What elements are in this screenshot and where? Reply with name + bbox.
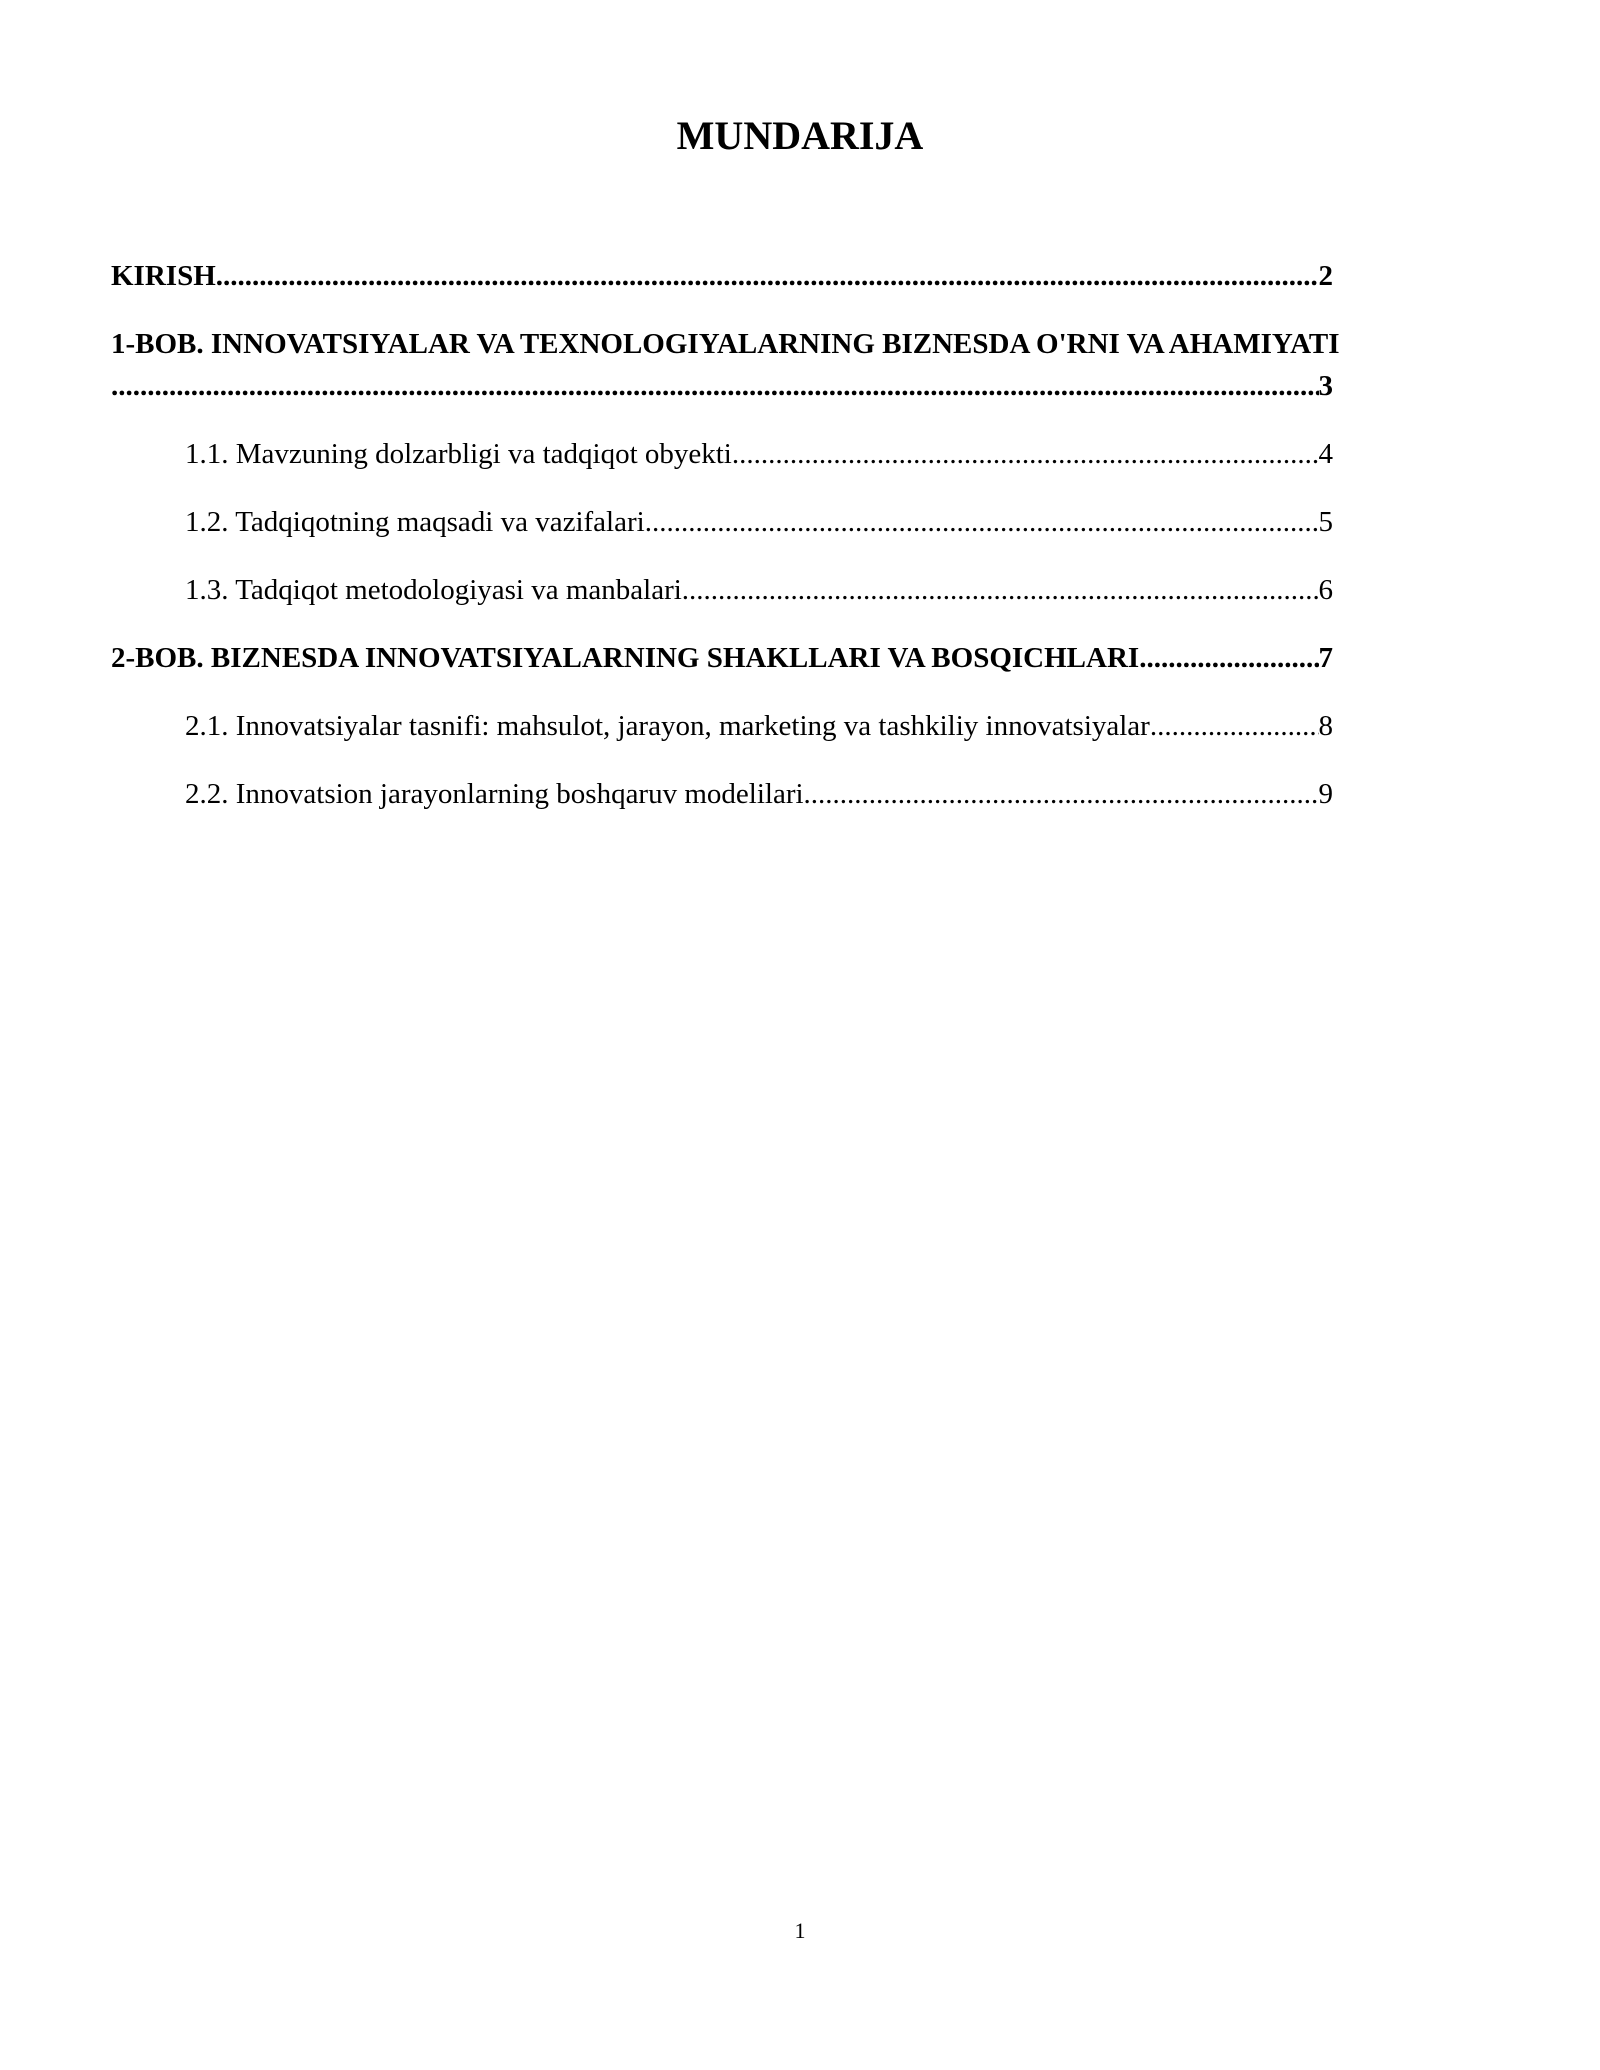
- toc-entry-kirish[interactable]: [111, 255, 1333, 297]
- toc-entry-chapter-2[interactable]: [111, 637, 1333, 679]
- toc-entry-label: 2.1. Innovatsiyalar tasnifi: mahsulot, jarayon, marketing va tashkiliy innovatsiyalar: [185, 710, 1150, 742]
- toc-entry-page: 7: [1318, 642, 1333, 674]
- toc-entry-page: 8: [1318, 710, 1333, 742]
- toc-entry-1-2[interactable]: [111, 501, 1333, 543]
- toc-entry-page: 6: [1318, 574, 1333, 606]
- toc-entry-label: 2-BOB. BIZNESDA INNOVATSIYALARNING SHAKLLARI VA BOSQICHLARI: [111, 642, 1140, 674]
- toc-entry-1-3[interactable]: [111, 569, 1333, 611]
- toc-entry-1-1[interactable]: [111, 433, 1333, 475]
- toc-entry-continuation: [111, 365, 1333, 407]
- page-number: 1: [794, 1918, 806, 1943]
- toc-entry-page: 4: [1318, 438, 1333, 470]
- page-title: MUNDARIJA: [676, 113, 924, 158]
- toc-entry-chapter-1[interactable]: [111, 323, 1340, 407]
- toc-entry-page: 2: [1318, 260, 1333, 292]
- toc-entry-label: KIRISH: [111, 260, 216, 292]
- toc-entry-2-1[interactable]: [111, 705, 1333, 747]
- toc-entry-page: 5: [1318, 506, 1333, 538]
- dot-leader: [111, 365, 1319, 407]
- dot-leader: [645, 501, 1319, 543]
- toc-entry-label: 1-BOB. INNOVATSIYALAR VA TEXNOLOGIYALARNING BIZNESDA O'RNI VA AHAMIYATI: [111, 328, 1340, 360]
- dot-leader: [1139, 637, 1318, 679]
- dot-leader: [732, 433, 1319, 475]
- toc-entry-page: 3: [1318, 370, 1333, 402]
- dot-leader: [804, 773, 1319, 815]
- dot-leader: [1150, 705, 1319, 747]
- toc-entry-label: 1.1. Mavzuning dolzarbligi va tadqiqot obyekti: [185, 438, 732, 470]
- toc-entry-label: 2.2. Innovatsion jarayonlarning boshqaruv modelilari: [185, 778, 804, 810]
- toc-entry-label: 1.2. Tadqiqotning maqsadi va vazifalari: [185, 506, 645, 538]
- table-of-contents: [111, 255, 1340, 841]
- toc-entry-label: 1.3. Tadqiqot metodologiyasi va manbalari: [185, 574, 682, 606]
- toc-entry-page: 9: [1318, 778, 1333, 810]
- toc-entry-2-2[interactable]: [111, 773, 1333, 815]
- dot-leader: [216, 255, 1319, 297]
- dot-leader: [682, 569, 1319, 611]
